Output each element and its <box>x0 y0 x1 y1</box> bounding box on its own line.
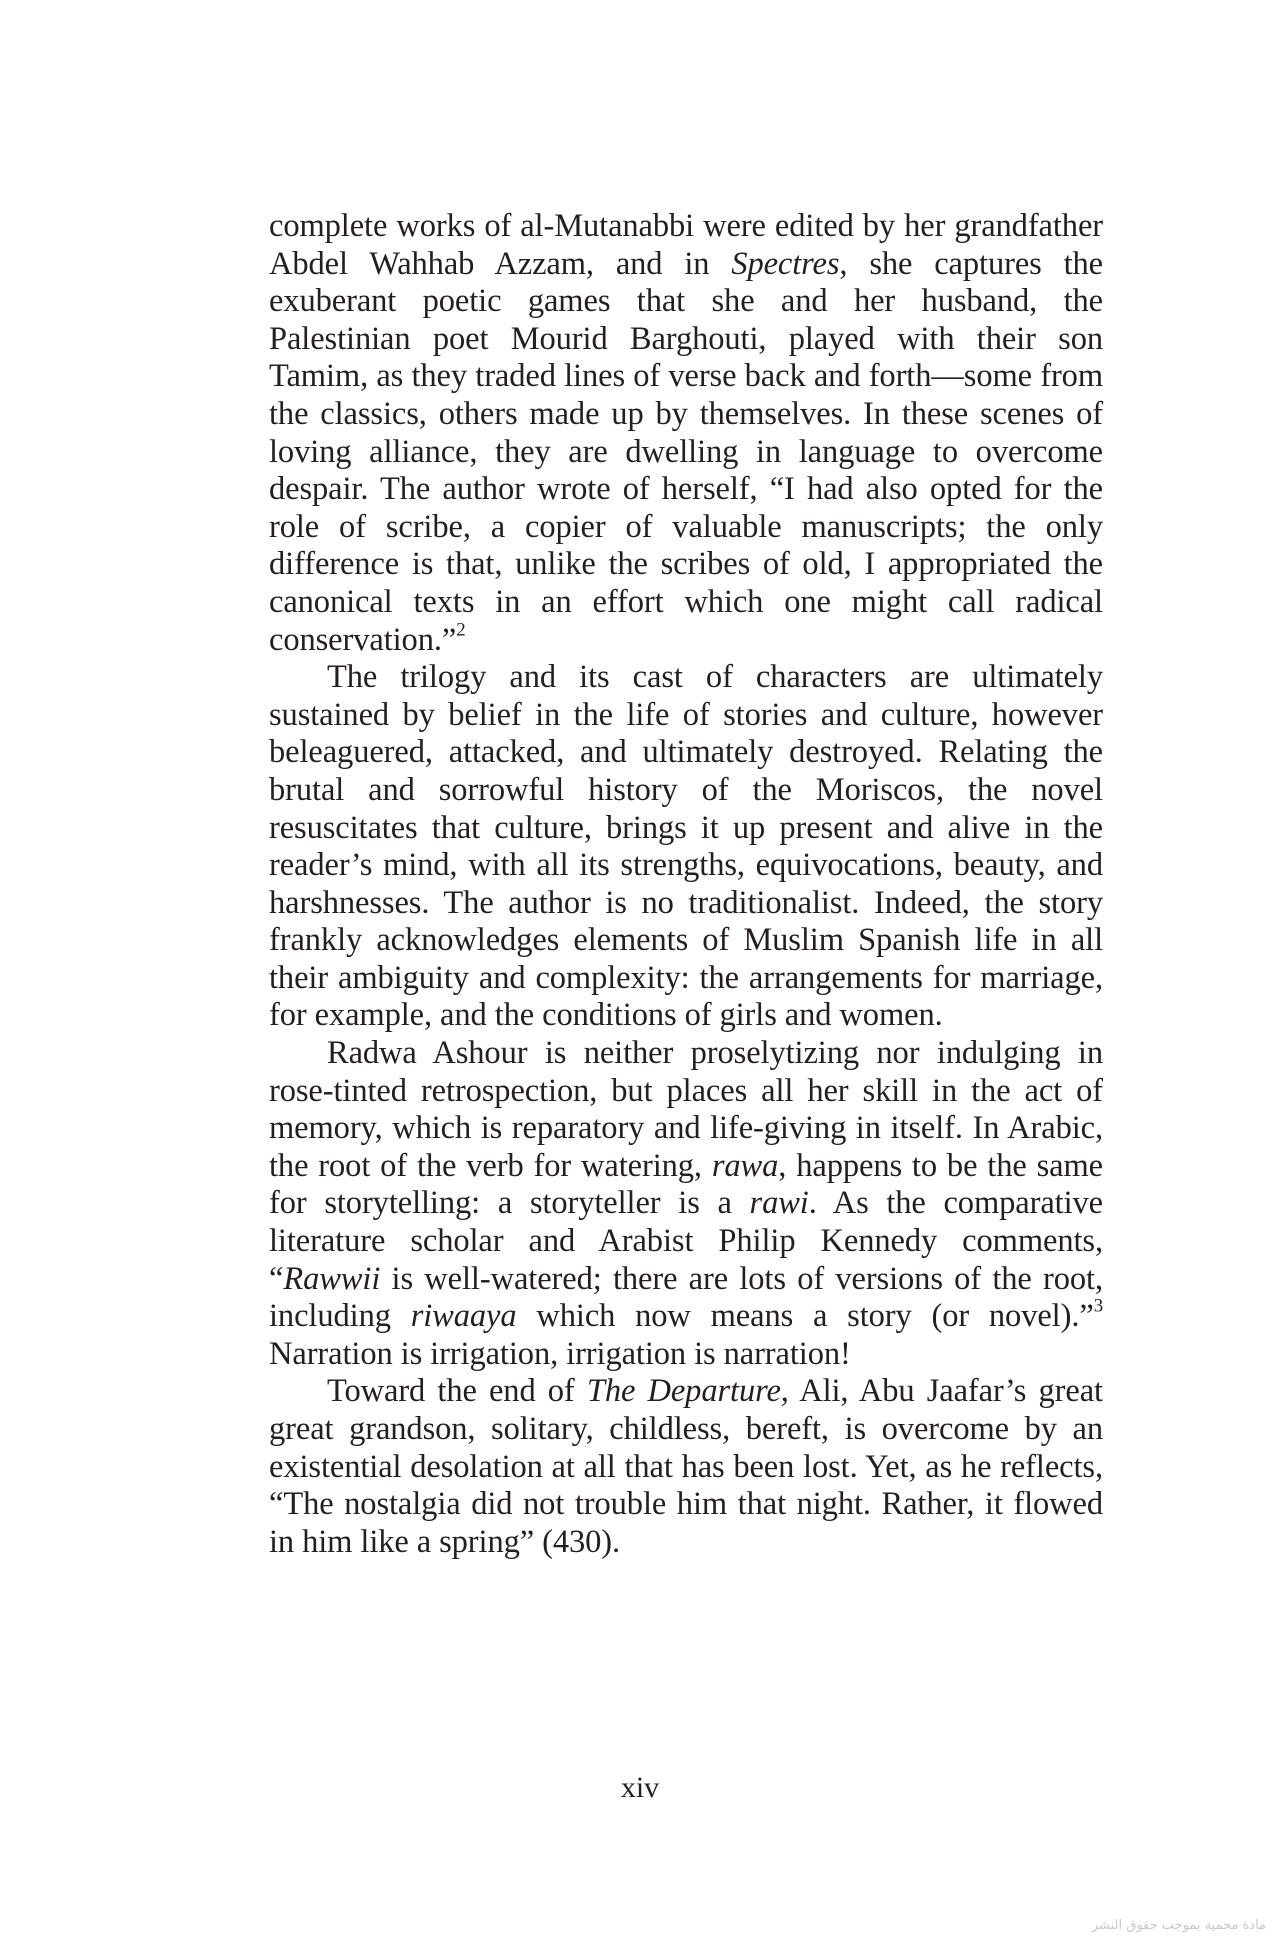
text-run: Narration is irrigation, irrigation is narration! <box>269 1335 851 1372</box>
italic-text: riwaaya <box>410 1298 517 1335</box>
body-text <box>269 208 1103 1561</box>
text-run: , happens to be the same for storytelling: a storyteller is a <box>269 1147 1103 1222</box>
text-run: complete works of al-Mutanabbi were edited by her grandfather Abdel Wahhab Azzam, and in <box>269 208 1103 282</box>
text-run: which now means a story (or novel).” <box>516 1298 1094 1335</box>
text-run: The trilogy and its cast of characters are ultimately sustained by belief in the life of stories and culture, however beleaguered, attacked, and ultimately destroyed. Relating the brutal and sorrowful history of the Moriscos, the novel resuscitates that culture, brings it up present and alive in the reader’s mind, with all its strengths, equivocations, beauty, and harshnesses. The author is no traditionalist. Indeed, the story frankly acknowledges elements of Muslim Spanish life in all their ambiguity and complexity: the arrangements for marriage, for example, and the conditions of girls and women. <box>269 659 1103 1034</box>
footnote-marker: 3 <box>1093 1295 1104 1317</box>
page-number: xiv <box>620 1771 660 1804</box>
text-run: . As the comparative literature scholar and Arabist Philip Kennedy comments, “ <box>269 1185 1103 1297</box>
italic-text: Spectres <box>731 245 840 282</box>
text-run: Radwa Ashour is neither proselytizing nor indulging in rose-tinted retrospection, but places all her skill in the act of memory, which is reparatory and life-giving in itself. In Arabic, the root of the verb for watering, <box>269 1035 1103 1184</box>
italic-text: Rawwii <box>283 1260 381 1297</box>
text-run: , Ali, Abu Jaafar’s great great grandson, solitary, childless, bereft, is overcome by an existential desolation at all that has been lost. Yet, as he reflects, “The nostalgia did not trouble him that night. Rather, it flowed in him like a spring” (430). <box>269 1373 1103 1560</box>
paragraph-3 <box>269 1035 1103 1373</box>
text-run: , she captures the exuberant poetic games that she and her husband, the Palestinian poet Mourid Barghouti, played with their son Tamim, as they traded lines of verse back and forth—some from the classics, others made up by themselves. In these scenes of loving alliance, they are dwelling in language to overcome despair. The author wrote of herself, “I had also opted for the role of scribe, a copier of valuable manuscripts; the only difference is that, unlike the scribes of old, I appropriated the canonical texts in an effort which one might call radical conservation.” <box>269 245 1103 658</box>
text-run: Toward the end of <box>327 1373 587 1410</box>
text-run: is well-watered; there are lots of versions of the root, including <box>269 1260 1103 1335</box>
paragraph-1 <box>269 208 1103 659</box>
italic-text: rawa <box>711 1147 779 1184</box>
footnote-marker: 2 <box>456 618 466 640</box>
paragraph-4 <box>269 1373 1103 1561</box>
italic-text: rawi <box>749 1185 809 1222</box>
italic-text: The Departure <box>586 1373 781 1410</box>
copyright-watermark: مادة محمية بموجب حقوق النشر <box>1091 1918 1266 1933</box>
paragraph-2 <box>269 659 1103 1035</box>
